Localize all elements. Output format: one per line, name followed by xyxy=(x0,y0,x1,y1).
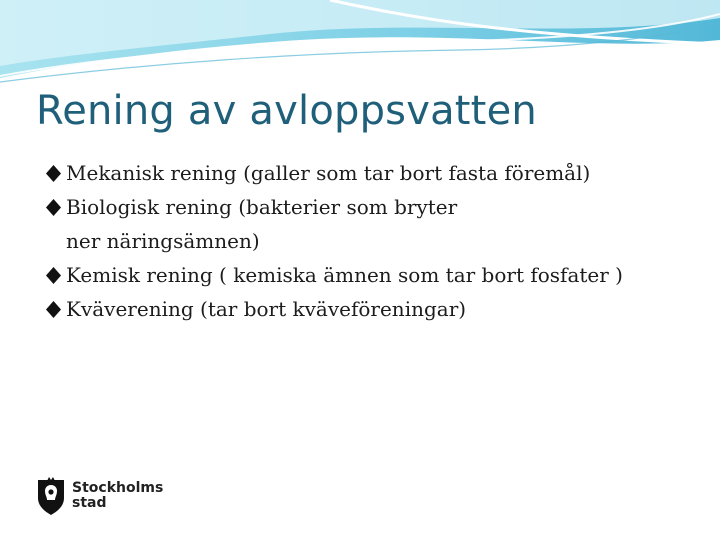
bullet-marker-icon xyxy=(46,165,61,182)
header-wave-decoration xyxy=(0,0,720,90)
coat-of-arms-icon xyxy=(36,476,66,516)
bullet-item xyxy=(46,258,686,292)
bullet-marker-icon xyxy=(46,301,61,318)
bullet-text: Kväverening (tar bort kväveföreningar) xyxy=(66,297,467,321)
stockholms-stad-logo xyxy=(36,476,164,516)
bullet-item xyxy=(46,190,476,258)
bullet-item xyxy=(46,292,686,326)
bullet-marker-icon xyxy=(46,199,61,216)
bullet-text: Biologisk rening (bakterier som bryter ner näringsämnen) xyxy=(66,195,458,253)
bullet-item xyxy=(46,156,686,190)
bullet-text: Mekanisk rening (galler som tar bort fasta föremål) xyxy=(66,161,591,185)
logo-text: Stockholms stad xyxy=(72,480,164,511)
bullet-list xyxy=(46,156,686,326)
slide-title: Rening av avloppsvatten xyxy=(36,88,537,134)
bullet-marker-icon xyxy=(46,267,61,284)
bullet-text: Kemisk rening ( kemiska ämnen som tar bort fosfater ) xyxy=(66,263,623,287)
